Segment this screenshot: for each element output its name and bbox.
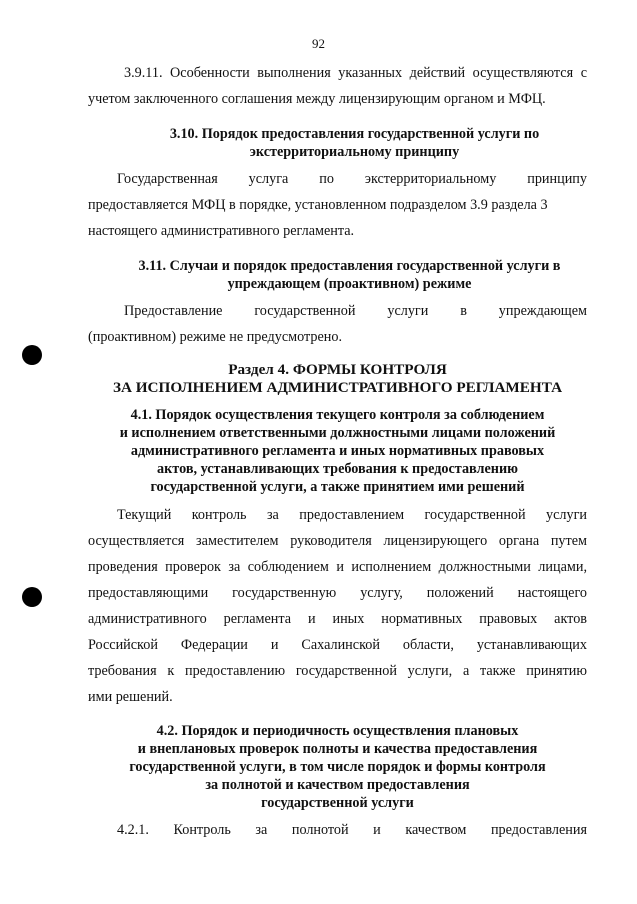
section-4-title-line-2: ЗА ИСПОЛНЕНИЕМ АДМИНИСТРАТИВНОГО РЕГЛАМЕНТА <box>112 379 563 396</box>
paragraph-3-10-line-1: Государственная услуга по экстерриториальному принципу <box>117 171 587 187</box>
heading-4-2-line-1: 4.2. Порядок и периодичность осуществления плановых <box>156 723 519 739</box>
heading-4-1-line-1: 4.1. Порядок осуществления текущего контроля за соблюдением <box>130 407 545 423</box>
paragraph-3-10-line-2: предоставляется МФЦ в порядке, установленном подразделом 3.9 раздела 3 <box>88 197 548 213</box>
paragraph-3-11-line-2: (проактивном) режиме не предусмотрено. <box>88 329 342 345</box>
paragraph-3-9-11-line-2: учетом заключенного соглашения между лицензирующим органом и МФЦ. <box>88 91 546 107</box>
paragraph-3-10-line-3: настоящего административного регламента. <box>88 223 355 239</box>
binder-hole-top <box>22 345 42 365</box>
paragraph-3-11-line-1: Предоставление государственной услуги в упреждающем <box>124 303 587 319</box>
heading-4-2-line-4: за полнотой и качеством предоставления <box>205 777 470 793</box>
section-4-title-line-1: Раздел 4. ФОРМЫ КОНТРОЛЯ <box>228 361 447 378</box>
paragraph-4-1-line-2: осуществляется заместителем руководителя лицензирующего органа путем <box>88 533 587 549</box>
heading-4-1-line-3: административного регламента и иных нормативных правовых <box>130 443 545 459</box>
heading-4-1-line-2: и исполнением ответственными должностными лицами положений <box>119 425 556 441</box>
heading-4-1-line-4: актов, устанавливающих требования к предоставлению <box>157 461 518 477</box>
heading-4-2-line-2: и внеплановых проверок полноты и качества предоставления <box>137 741 538 757</box>
heading-3-10-line-2: экстерриториальному принципу <box>249 144 460 160</box>
paragraph-4-1-line-5: административного регламента и иных нормативных правовых актов <box>88 611 587 627</box>
paragraph-4-1-line-3: проведения проверок за соблюдением и исполнением должностными лицами, <box>88 559 587 575</box>
heading-4-2-line-5: государственной услуги <box>261 795 414 811</box>
heading-3-11-line-1: 3.11. Случаи и порядок предоставления государственной услуги в <box>138 258 561 274</box>
page-number: 92 <box>312 36 325 51</box>
heading-3-11-line-2: упреждающем (проактивном) режиме <box>227 276 472 292</box>
paragraph-4-2-1-line-1: 4.2.1. Контроль за полнотой и качеством предоставления <box>117 822 587 838</box>
heading-4-1-line-5: государственной услуги, а также принятием ими решений <box>150 479 525 495</box>
paragraph-4-1-line-6: Российской Федерации и Сахалинской области, устанавливающих <box>88 637 587 653</box>
binder-hole-bottom <box>22 587 42 607</box>
heading-3-10-line-1: 3.10. Порядок предоставления государственной услуги по <box>169 126 540 142</box>
paragraph-4-1-line-4: предоставляющими государственную услугу, положений настоящего <box>88 585 587 601</box>
paragraph-4-1-line-8: ими решений. <box>88 689 173 705</box>
paragraph-4-1-line-1: Текущий контроль за предоставлением государственной услуги <box>117 507 587 523</box>
paragraph-3-9-11-line-1: 3.9.11. Особенности выполнения указанных действий осуществляются с <box>124 65 587 81</box>
heading-4-2-line-3: государственной услуги, в том числе порядок и формы контроля <box>129 759 546 775</box>
paragraph-4-1-line-7: требования к предоставлению государственной услуги, а также принятию <box>88 663 587 679</box>
